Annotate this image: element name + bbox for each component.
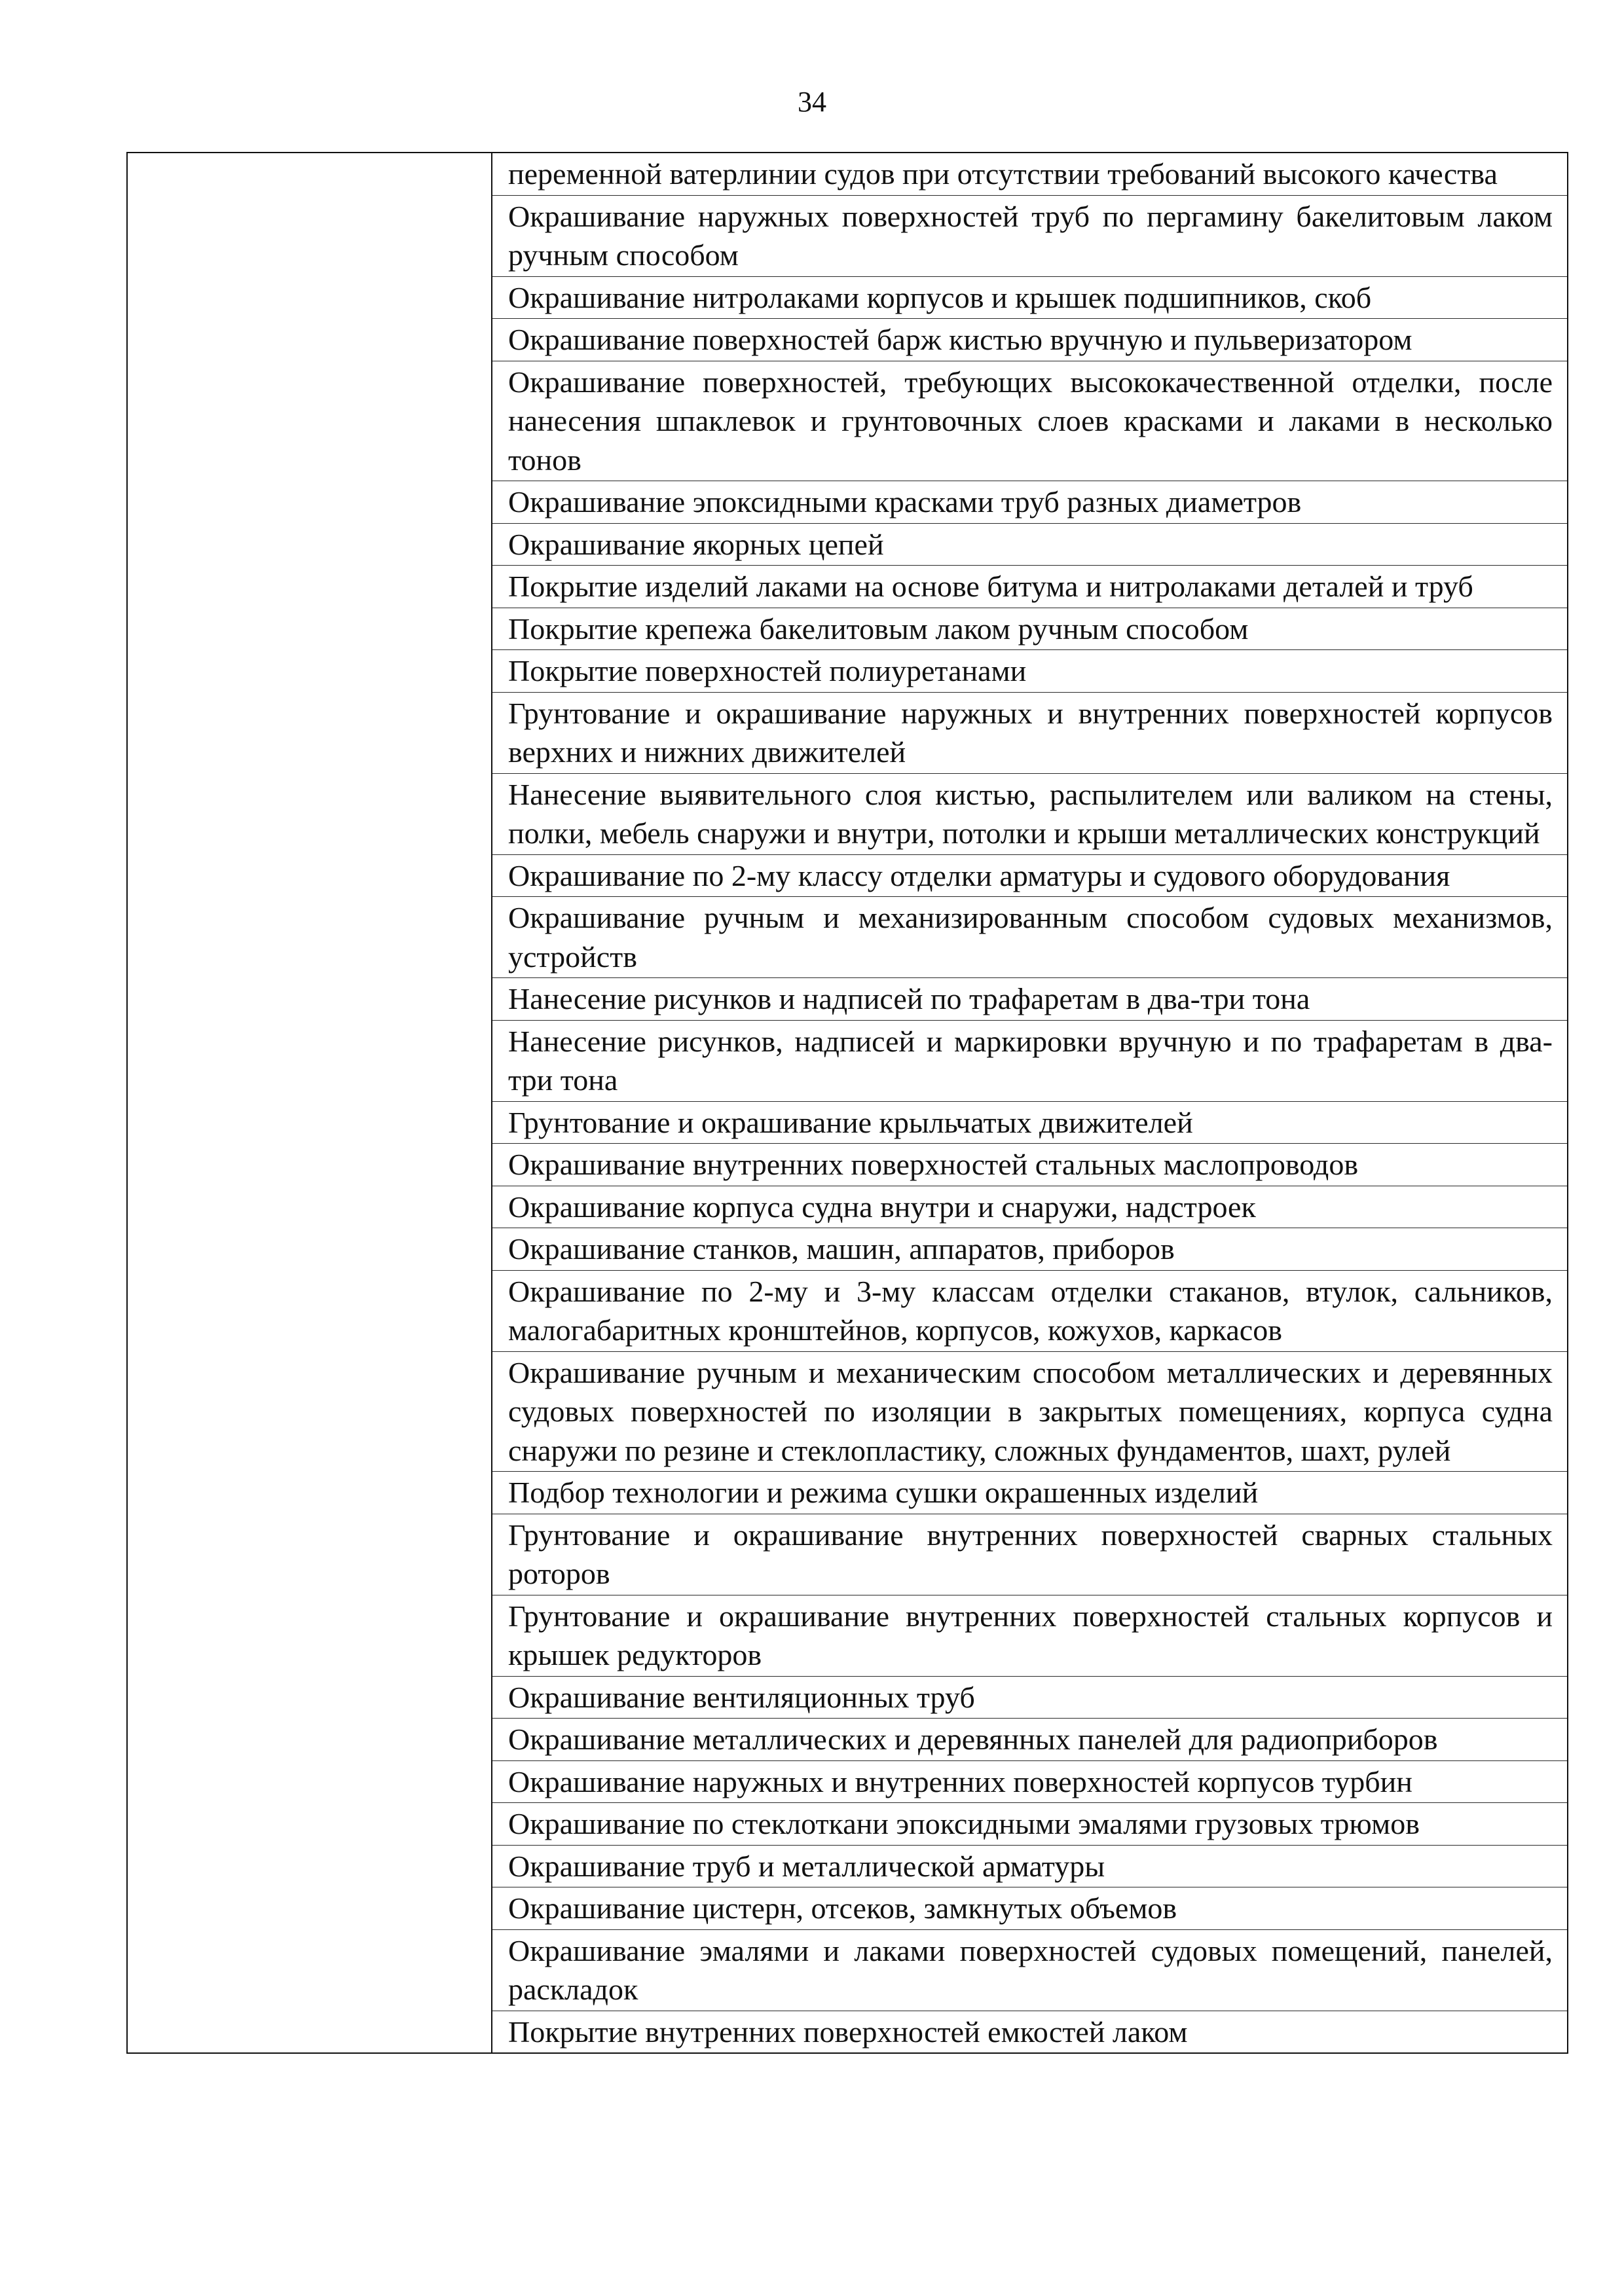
table-row: Окрашивание поверхностей, требующих высококачественной отделки, после нанесения шпаклевок и грунтовочных слоев красками и лаками в несколько тонов	[492, 361, 1567, 482]
page-number: 34	[798, 86, 826, 118]
table-row: Окрашивание металлических и деревянных панелей для радиоприборов	[492, 1719, 1567, 1761]
table-row: Покрытие поверхностей полиуретанами	[492, 650, 1567, 693]
table-row: Окрашивание труб и металлической арматуры	[492, 1846, 1567, 1888]
table-row: Нанесение выявительного слоя кистью, распылителем или валиком на стены, полки, мебель снаружи и внутри, потолки и крыши металлических конструкций	[492, 774, 1567, 855]
table-row: Окрашивание по стеклоткани эпоксидными эмалями грузовых трюмов	[492, 1803, 1567, 1846]
table-row: Нанесение рисунков, надписей и маркировки вручную и по трафаретам в два-три тона	[492, 1021, 1567, 1102]
table-row: Покрытие изделий лаками на основе битума и нитролаками деталей и труб	[492, 566, 1567, 608]
table-row: Окрашивание нитролаками корпусов и крышек подшипников, скоб	[492, 277, 1567, 319]
table-row: Окрашивание наружных и внутренних поверхностей корпусов турбин	[492, 1761, 1567, 1804]
table-row: Окрашивание корпуса судна внутри и снаружи, надстроек	[492, 1186, 1567, 1229]
table-row: Окрашивание внутренних поверхностей стальных маслопроводов	[492, 1144, 1567, 1186]
table-row: Покрытие внутренних поверхностей емкостей лаком	[508, 2014, 1188, 2049]
table-row: Окрашивание ручным и механизированным способом судовых механизмов, устройств	[492, 897, 1567, 978]
table-row: Окрашивание поверхностей барж кистью вручную и пульверизатором	[492, 319, 1567, 361]
table-row: Подбор технологии и режима сушки окрашенных изделий	[492, 1472, 1567, 1514]
table-row: переменной ватерлинии судов при отсутствии требований высокого качества	[492, 153, 1567, 196]
table-row: Окрашивание цистерн, отсеков, замкнутых объемов	[492, 1887, 1567, 1930]
table-row: Окрашивание по 2-му и 3-му классам отделки стаканов, втулок, сальников, малогабаритных кронштейнов, корпусов, кожухов, каркасов	[492, 1271, 1567, 1352]
table-row: Окрашивание вентиляционных труб	[492, 1677, 1567, 1719]
table-row: Нанесение рисунков и надписей по трафаретам в два-три тона	[492, 978, 1567, 1021]
table-row: Грунтование и окрашивание внутренних поверхностей стальных корпусов и крышек редукторов	[492, 1595, 1567, 1677]
document-table	[126, 152, 1568, 2054]
table-right-column	[492, 153, 1567, 2052]
table-row: Окрашивание ручным и механическим способом металлических и деревянных судовых поверхностей по изоляции в закрытых помещениях, корпуса судна снаружи по резине и стеклопластику, сложных фундаментов, шахт, рулей	[492, 1352, 1567, 1472]
table-row: Окрашивание наружных поверхностей труб по пергамину бакелитовым лаком ручным способом	[492, 196, 1567, 277]
table-row: Окрашивание эмалями и лаками поверхностей судовых помещений, панелей, раскладок	[492, 1930, 1567, 2011]
table-row: Окрашивание станков, машин, аппаратов, приборов	[492, 1228, 1567, 1271]
table-row: Покрытие крепежа бакелитовым лаком ручным способом	[492, 608, 1567, 651]
table-row: Грунтование и окрашивание наружных и внутренних поверхностей корпусов верхних и нижних движителей	[492, 693, 1567, 774]
table-left-column	[128, 153, 492, 2052]
table-row: Окрашивание якорных цепей	[492, 524, 1567, 566]
table-row: Грунтование и окрашивание крыльчатых движителей	[492, 1102, 1567, 1144]
table-row: Грунтование и окрашивание внутренних поверхностей сварных стальных роторов	[492, 1514, 1567, 1595]
table-row: Окрашивание эпоксидными красками труб разных диаметров	[492, 481, 1567, 524]
table-row: Окрашивание по 2-му классу отделки арматуры и судового оборудования	[492, 855, 1567, 898]
